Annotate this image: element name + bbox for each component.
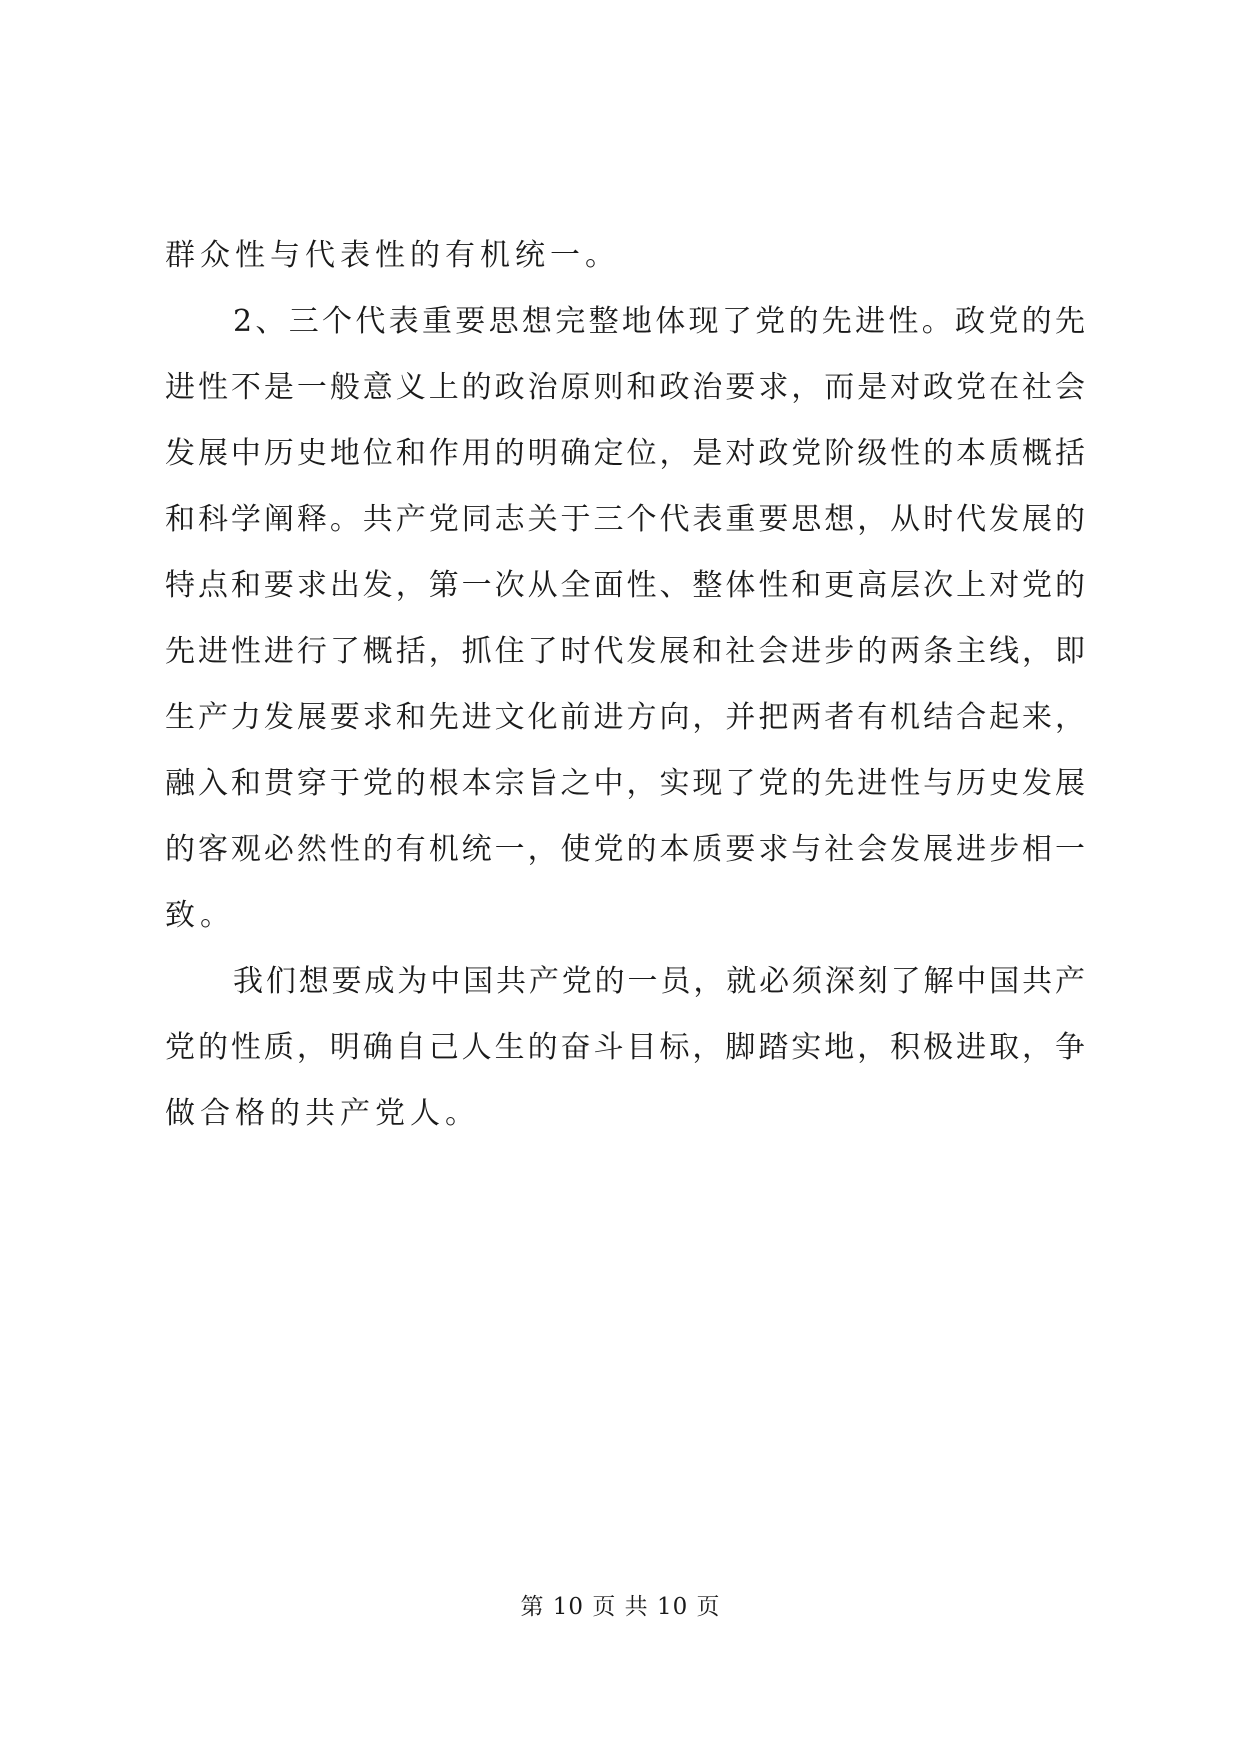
text-line: 先进性进行了概括，抓住了时代发展和社会进步的两条主线，即 (165, 634, 1085, 669)
text-line: 融入和贯穿于党的根本宗旨之中，实现了党的先进性与历史发展 (165, 766, 1085, 801)
document-body (165, 223, 1085, 1147)
text-line: 生产力发展要求和先进文化前进方向，并把两者有机结合起来， (165, 700, 1085, 735)
text-line: 进性不是一般意义上的政治原则和政治要求，而是对政党在社会 (165, 370, 1085, 405)
text-line: 致。 (165, 898, 235, 933)
page-number-footer: 第 10 页 共 10 页 (520, 1594, 721, 1620)
text-line: 特点和要求出发，第一次从全面性、整体性和更高层次上对党的 (165, 568, 1085, 603)
text-line: 发展中历史地位和作用的明确定位，是对政党阶级性的本质概括 (165, 436, 1085, 471)
text-line: 的客观必然性的有机统一，使党的本质要求与社会发展进步相一 (165, 832, 1085, 867)
text-line: 和科学阐释。共产党同志关于三个代表重要思想，从时代发展的 (165, 502, 1085, 537)
paragraph-start-line: 2、三个代表重要思想完整地体现了党的先进性。政党的先 (233, 304, 1085, 339)
text-line: 做合格的共产党人。 (165, 1096, 480, 1131)
paragraph-start-line: 我们想要成为中国共产党的一员，就必须深刻了解中国共产 (233, 964, 1085, 999)
text-line: 党的性质，明确自己人生的奋斗目标，脚踏实地，积极进取，争 (165, 1030, 1085, 1065)
text-line: 群众性与代表性的有机统一。 (165, 238, 620, 273)
